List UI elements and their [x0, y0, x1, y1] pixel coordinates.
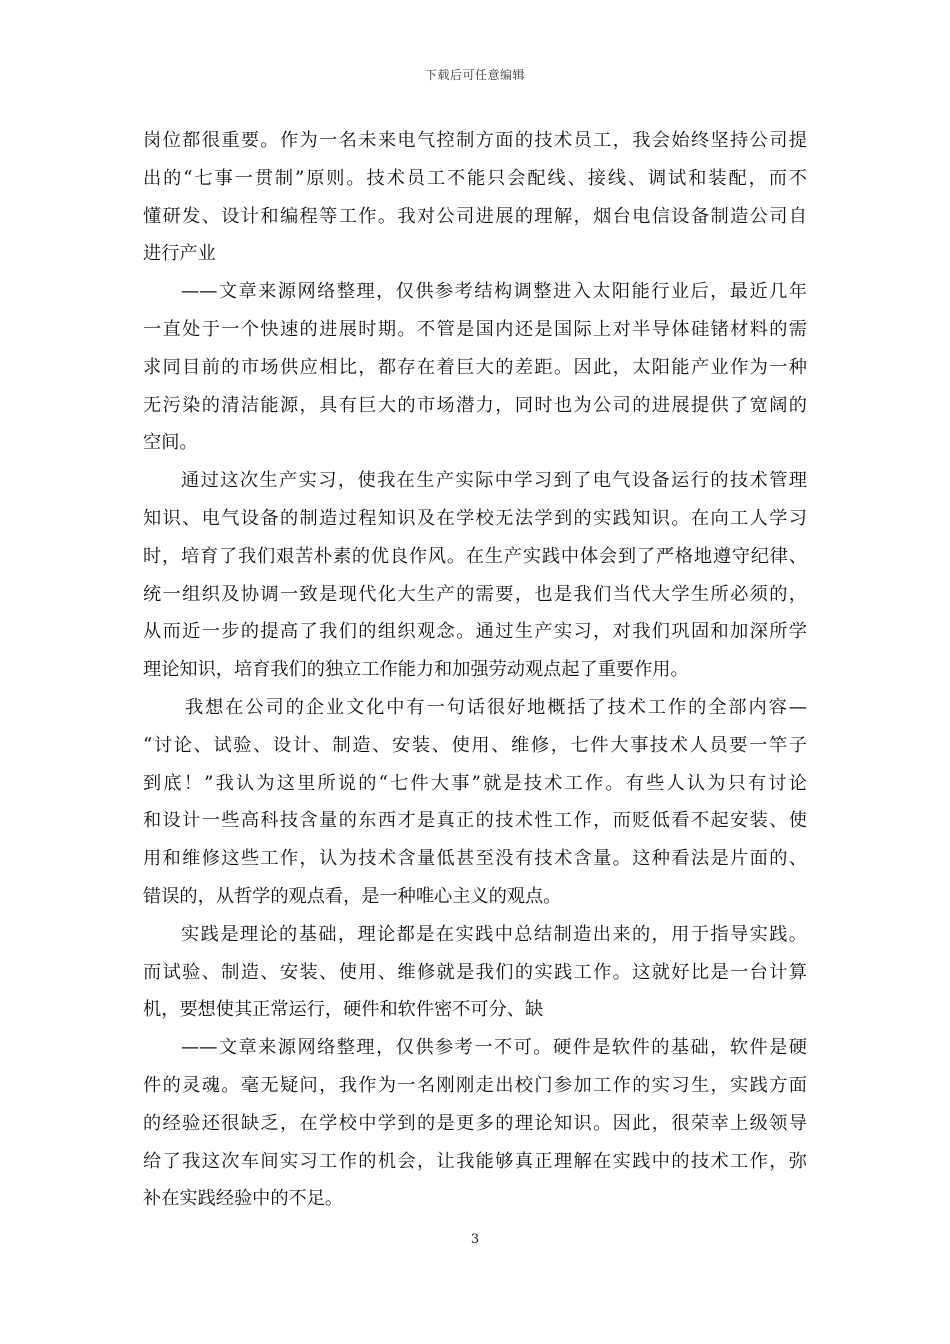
text-line: 出的“七事一贯制”原则。技术员工不能只会配线、接线、调试和装配，而不: [143, 167, 807, 189]
text-line: 件的灵魂。毫无疑问，我作为一名刚刚走出校门参加工作的实习生，实践方面: [143, 1074, 807, 1096]
text-line: 和设计一些高科技含量的东西才是真正的技术性工作，而贬低看不起安装、使: [143, 810, 807, 832]
text-line: 岗位都很重要。作为一名未来电气控制方面的技术员工，我会始终坚持公司提: [143, 130, 807, 151]
page-header: 下载后可任意编辑: [424, 68, 525, 82]
text-line: 统一组织及协调一致是现代化大生产的需要，也是我们当代大学生所必须的，: [143, 583, 807, 605]
text-line: 我想在公司的企业文化中有一句话很好地概括了技术工作的全部内容—: [185, 696, 807, 718]
text-line: 一直处于一个快速的进展时期。不管是国内还是国际上对半导体硅锗材料的需: [143, 318, 807, 340]
text-line: 用和维修这些工作，认为技术含量低甚至没有技术含量。这种看法是片面的、: [143, 848, 807, 870]
text-line: 给了我这次车间实习工作的机会，让我能够真正理解在实践中的技术工作，弥: [143, 1150, 807, 1172]
page-number: 3: [470, 1232, 480, 1247]
document-body: [143, 122, 807, 1218]
text-line: 实践是理论的基础，理论都是在实践中总结制造出来的，用于指导实践。: [181, 923, 807, 945]
text-line: “讨论、试验、设计、制造、安装、使用、维修，七件大事技术人员要一竿子: [143, 734, 807, 756]
text-line: 无污染的清洁能源，具有巨大的市场潜力，同时也为公司的进展提供了宽阔的: [143, 394, 807, 416]
text-line: ——文章来源网络整理，仅供参考一不可。硬件是软件的基础，软件是硬: [181, 1037, 807, 1059]
text-line: 懂研发、设计和编程等工作。我对公司进展的理解，烟台电信设备制造公司自: [143, 205, 807, 227]
text-line: 到底！”我认为这里所说的“七件大事”就是技术工作。有些人认为只有讨论: [143, 772, 807, 794]
text-line: 进行产业: [143, 243, 216, 265]
text-line: 从而近一步的提高了我们的组织观念。通过生产实习，对我们巩固和加深所学: [143, 621, 807, 643]
text-line: ——文章来源网络整理，仅供参考结构调整进入太阳能行业后，最近几年: [181, 281, 807, 303]
text-line: 知识、电气设备的制造过程知识及在学校无法学到的实践知识。在向工人学习: [143, 507, 807, 529]
text-line: 错误的，从哲学的观点看，是一种唯心主义的观点。: [143, 885, 562, 907]
text-line: 而试验、制造、安装、使用、维修就是我们的实践工作。这就好比是一台计算: [143, 961, 807, 983]
text-line: 的经验还很缺乏，在学校中学到的是更多的理论知识。因此，很荣幸上级领导: [143, 1112, 807, 1134]
text-line: 求同目前的市场供应相比，都存在着巨大的差距。因此，太阳能产业作为一种: [143, 356, 807, 378]
text-line: 空间。: [143, 432, 198, 454]
text-line: 补在实践经验中的不足。: [143, 1188, 344, 1210]
text-line: 通过这次生产实习，使我在生产实际中学习到了电气设备运行的技术管理: [181, 470, 807, 492]
text-line: 时，培育了我们艰苦朴素的优良作风。在生产实践中体会到了严格地遵守纪律、: [143, 545, 807, 567]
text-line: 理论知识，培育我们的独立工作能力和加强劳动观点起了重要作用。: [143, 659, 689, 681]
text-line: 机，要想使其正常运行，硬件和软件密不可分、缺: [143, 999, 544, 1021]
